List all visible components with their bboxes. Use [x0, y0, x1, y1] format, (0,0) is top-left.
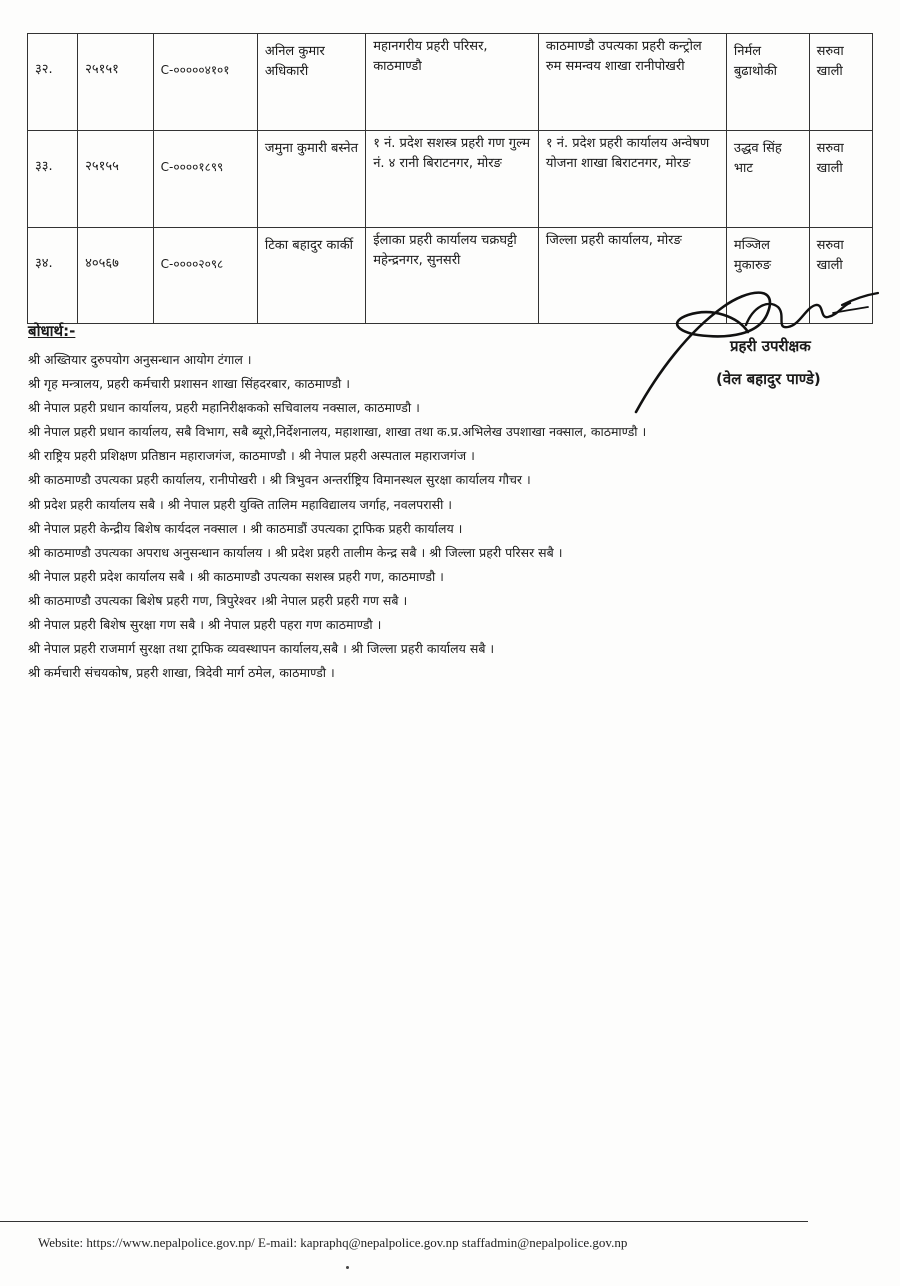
- name-cell: जमुना कुमारी बस्नेत: [257, 131, 365, 228]
- from-office-cell: ईलाका प्रहरी कार्यालय चक्रघट्टी महेन्द्रनगर, सुनसरी: [366, 228, 539, 324]
- from-office-cell: १ नं. प्रदेश सशस्त्र प्रहरी गण गुल्म नं. ४ रानी बिराटनगर, मोरङ: [366, 131, 539, 228]
- id-cell: २५१५५: [78, 131, 154, 228]
- cc-list: [28, 348, 808, 685]
- remark-cell: सरुवा खाली: [809, 34, 872, 131]
- table-row: [28, 34, 873, 131]
- cc-item: श्री नेपाल प्रहरी प्रधान कार्यालय, सबै विभाग, सबै ब्यूरो,निर्देशनालय, महाशाखा, शाखा तथा क.प्र.अभिलेख उपशाखा नक्साल, काठमाण्डौ ।: [28, 424, 647, 440]
- code-cell: C-००००१८९९: [153, 131, 257, 228]
- approver-cell: निर्मल बुढाथोकी: [726, 34, 809, 131]
- name-cell: टिका बहादुर कार्की: [257, 228, 365, 324]
- serial-cell: ३२.: [28, 34, 78, 131]
- signatory-name: (वेल बहादुर पाण्डे): [716, 370, 821, 388]
- cc-item: श्री नेपाल प्रहरी बिशेष सुरक्षा गण सबै । श्री नेपाल प्रहरी पहरा गण काठमाण्डौ ।: [28, 617, 382, 633]
- cc-item: श्री राष्ट्रिय प्रहरी प्रशिक्षण प्रतिष्ठान महाराजगंज, काठमाण्डौ । श्री नेपाल प्रहरी अस्पताल महाराजगंज ।: [28, 448, 475, 464]
- from-office-cell: महानगरीय प्रहरी परिसर, काठमाण्डौ: [366, 34, 539, 131]
- footer-divider: [0, 1221, 808, 1222]
- cc-item: श्री कर्मचारी संचयकोष, प्रहरी शाखा, त्रिदेवी मार्ग ठमेल, काठमाण्डौ ।: [28, 665, 335, 681]
- serial-cell: ३३.: [28, 131, 78, 228]
- cc-item: श्री अख्तियार दुरुपयोग अनुसन्धान आयोग टंगाल ।: [28, 352, 252, 367]
- to-office-cell: जिल्ला प्रहरी कार्यालय, मोरङ: [538, 228, 726, 324]
- code-cell: C-००००२०९८: [153, 228, 257, 324]
- cc-item: श्री प्रदेश प्रहरी कार्यालय सबै । श्री नेपाल प्रहरी युक्ति तालिम महाविद्यालय जर्गाह, नवलपरासी ।: [28, 496, 453, 512]
- signatory-title: प्रहरी उपरीक्षक: [730, 337, 811, 355]
- id-cell: २५१५१: [78, 34, 154, 131]
- cc-item: श्री नेपाल प्रहरी राजमार्ग सुरक्षा तथा ट्राफिक व्यवस्थापन कार्यालय,सबै । श्री जिल्ला प्रहरी कार्यालय सबै ।: [28, 641, 495, 657]
- cc-item: श्री गृह मन्त्रालय, प्रहरी कर्मचारी प्रशासन शाखा सिंहदरबार, काठमाण्डौ ।: [28, 376, 350, 392]
- id-cell: ४०५६७: [78, 228, 154, 324]
- table-row: [28, 131, 873, 228]
- approver-cell: उद्धव सिंह भाट: [726, 131, 809, 228]
- name-cell: अनिल कुमार अधिकारी: [257, 34, 365, 131]
- code-cell: C-०००००४१०१: [153, 34, 257, 131]
- cc-item: श्री नेपाल प्रहरी प्रदेश कार्यालय सबै । श्री काठमाण्डौ उपत्यका सशस्त्र प्रहरी गण, काठमाण्डौ ।: [28, 568, 444, 584]
- to-office-cell: काठमाण्डौ उपत्यका प्रहरी कन्ट्रोल रुम समन्वय शाखा रानीपोखरी: [538, 34, 726, 131]
- cc-item: श्री नेपाल प्रहरी केन्द्रीय बिशेष कार्यदल नक्साल । श्री काठमाडौं उपत्यका ट्राफिक प्रहरी कार्यालय ।: [28, 520, 463, 536]
- approver-cell: मञ्जिल मुकारुङ: [726, 228, 809, 324]
- cc-heading: बोधार्थ:-: [28, 322, 76, 340]
- footer-mark: [346, 1266, 349, 1269]
- remark-cell: सरुवा खाली: [809, 228, 872, 324]
- cc-item: श्री नेपाल प्रहरी प्रधान कार्यालय, प्रहरी महानिरीक्षकको सचिवालय नक्साल, काठमाण्डौ ।: [28, 400, 420, 416]
- cc-item: श्री काठमाण्डौ उपत्यका बिशेष प्रहरी गण, त्रिपुरेश्वर ।श्री नेपाल प्रहरी प्रहरी गण सबै ।: [28, 592, 408, 608]
- cc-item: श्री काठमाण्डौ उपत्यका प्रहरी कार्यालय, रानीपोखरी । श्री त्रिभुवन अन्तर्राष्ट्रिय विमानस्थल सुरक्षा कार्यालय गौचर ।: [28, 472, 531, 488]
- footer-contact: Website: https://www.nepalpolice.gov.np/ E-mail: kapraphq@nepalpolice.gov.np staffadmin@nepalpolice.gov.np: [38, 1235, 628, 1250]
- serial-cell: ३४.: [28, 228, 78, 324]
- to-office-cell: १ नं. प्रदेश प्रहरी कार्यालय अन्वेषण योजना शाखा बिराटनगर, मोरङ: [538, 131, 726, 228]
- cc-item: श्री काठमाण्डौ उपत्यका अपराध अनुसन्धान कार्यालय । श्री प्रदेश प्रहरी तालीम केन्द्र सबै । श्री जिल्ला प्रहरी परिसर सबै ।: [28, 544, 563, 560]
- remark-cell: सरुवा खाली: [809, 131, 872, 228]
